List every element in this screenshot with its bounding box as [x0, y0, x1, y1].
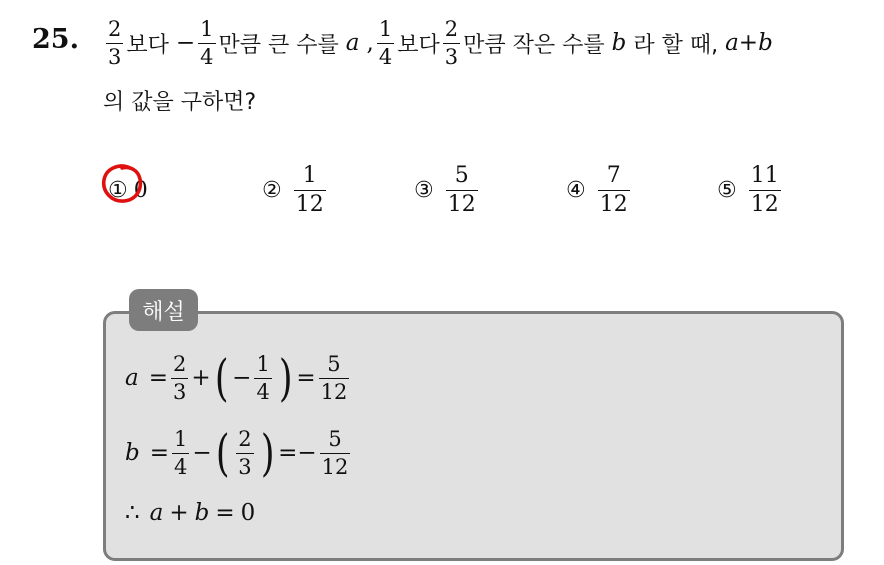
therefore-symbol: ∴ [125, 500, 140, 526]
fraction-numerator: 5 [328, 427, 342, 452]
solution-line-result [125, 495, 255, 531]
variable-b: b [758, 30, 773, 56]
fraction-two-thirds [171, 353, 188, 402]
question-text: 라 할 때, [633, 32, 719, 58]
question-number: 25. [32, 24, 79, 55]
minus-sign: − [192, 440, 212, 466]
fraction-two-thirds [106, 18, 123, 67]
plus-sign: + [169, 500, 189, 526]
fraction-one-quarter [198, 18, 215, 67]
choice-marker: ① [108, 177, 128, 203]
fraction-five-twelfths [319, 353, 350, 402]
variable-b: b [194, 500, 210, 526]
comma: , [366, 30, 374, 56]
fraction-one-quarter [172, 428, 189, 477]
fraction-denominator: 4 [174, 454, 188, 479]
fraction-one-quarter [254, 353, 271, 402]
fraction-denominator: 12 [447, 191, 476, 217]
choice-marker: ② [262, 177, 282, 203]
fraction-denominator: 4 [256, 379, 270, 404]
question-line-2 [103, 80, 256, 120]
fraction-numerator: 1 [200, 17, 214, 42]
fraction-denominator: 12 [750, 191, 779, 217]
choice-fraction [749, 164, 781, 215]
solution-line-a [125, 345, 352, 411]
result-value: 0 [240, 500, 256, 526]
choice-5[interactable] [717, 150, 784, 230]
equals-sign: = [215, 500, 235, 526]
equals-sign: = [296, 365, 316, 391]
solution-line-b [125, 420, 353, 486]
fraction-numerator: 2 [108, 17, 122, 42]
fraction-denominator: 4 [200, 44, 214, 69]
equals-sign: = [278, 440, 298, 466]
fraction-numerator: 1 [174, 427, 188, 452]
variable-b: b [125, 440, 140, 466]
fraction-two-thirds [236, 428, 253, 477]
variable-a: a [725, 30, 739, 56]
question-line-1 [103, 13, 773, 73]
question-text: 의 값을 구하면? [103, 89, 257, 115]
answer-choices [0, 150, 884, 230]
variable-a: a [149, 500, 164, 526]
right-paren: ) [278, 349, 293, 407]
variable-b: b [611, 30, 627, 56]
fraction-numerator: 2 [444, 17, 459, 42]
fraction-numerator: 1 [378, 17, 393, 42]
fraction-denominator: 12 [320, 379, 348, 404]
fraction-numerator: 11 [750, 163, 779, 189]
choice-value: 0 [133, 177, 148, 203]
fraction-two-thirds [443, 18, 460, 67]
choice-2[interactable] [262, 150, 329, 230]
fraction-numerator: 7 [606, 163, 621, 189]
fraction-denominator: 4 [378, 44, 393, 69]
fraction-numerator: 5 [454, 163, 469, 189]
fraction-denominator: 3 [238, 454, 252, 479]
fraction-denominator: 3 [108, 44, 122, 69]
fraction-denominator: 3 [173, 379, 187, 404]
choice-fraction [598, 164, 630, 215]
choice-fraction [294, 164, 326, 215]
question-text: 만큼 작은 수를 [463, 32, 605, 58]
solution-tag: 해설 [129, 289, 198, 331]
fraction-numerator: 5 [327, 352, 341, 377]
fraction-five-twelfths [320, 428, 351, 477]
question-text: 만큼 큰 수를 [218, 32, 339, 58]
fraction-numerator: 1 [256, 352, 270, 377]
plus-sign: + [738, 30, 759, 56]
fraction-numerator: 2 [173, 352, 187, 377]
fraction-denominator: 12 [599, 191, 628, 217]
choice-1[interactable] [108, 150, 148, 230]
variable-a: a [125, 365, 139, 391]
fraction-denominator: 12 [295, 191, 324, 217]
choice-3[interactable] [414, 150, 481, 230]
fraction-denominator: 12 [321, 454, 349, 479]
minus-sign: − [175, 30, 196, 56]
choice-marker: ④ [566, 177, 586, 203]
choice-4[interactable] [566, 150, 633, 230]
minus-sign: − [297, 440, 317, 466]
fraction-one-quarter [377, 18, 394, 67]
fraction-denominator: 3 [444, 44, 459, 69]
equals-sign: = [149, 440, 170, 466]
fraction-numerator: 1 [302, 163, 317, 189]
plus-sign: + [191, 365, 211, 391]
question-text: 보다 [126, 32, 169, 58]
equals-sign: = [148, 365, 168, 391]
left-paren: ( [214, 349, 229, 407]
choice-marker: ③ [414, 177, 434, 203]
fraction-numerator: 2 [238, 427, 252, 452]
minus-sign: − [232, 365, 252, 391]
question-text: 보다 [397, 32, 440, 58]
choice-fraction [446, 164, 478, 215]
right-paren: ) [260, 424, 275, 482]
choice-marker: ⑤ [717, 177, 737, 203]
left-paren: ( [215, 424, 230, 482]
variable-a: a [345, 30, 360, 56]
